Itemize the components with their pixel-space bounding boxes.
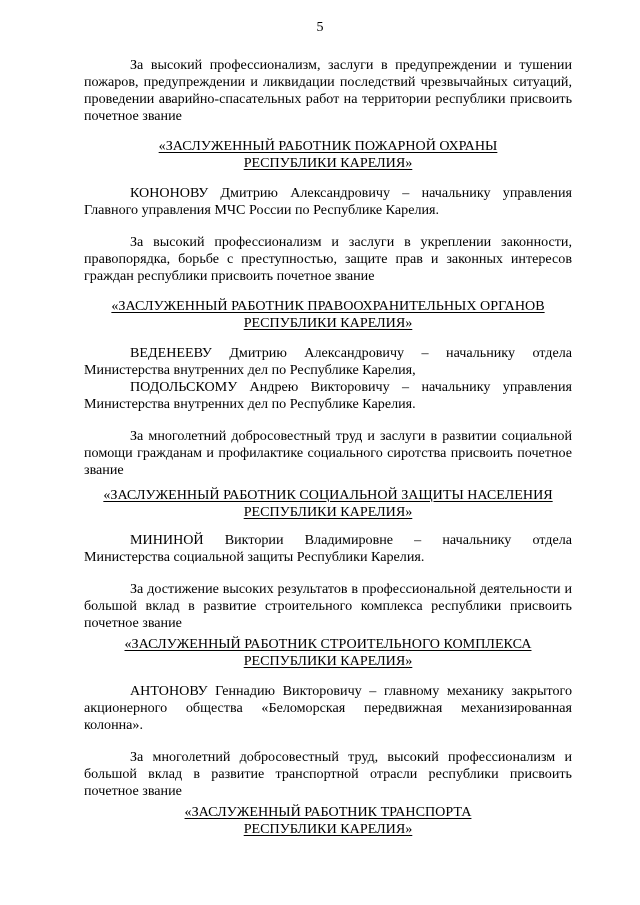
award-title-law-enforcement-line2: РЕСПУБЛИКИ КАРЕЛИЯ» — [243, 315, 413, 331]
award-title-construction-line1: «ЗАСЛУЖЕННЫЙ РАБОТНИК СТРОИТЕЛЬНОГО КОМПЛЕКСА — [124, 636, 532, 652]
award-reason-transport: За многолетний добросовестный труд, высокий профессионализм и большой вклад в развитие транспортной отрасли республики присвоить почетное звание — [84, 749, 572, 799]
award-title-law-enforcement-line1: «ЗАСЛУЖЕННЫЙ РАБОТНИК ПРАВООХРАНИТЕЛЬНЫХ ОРГАНОВ — [111, 298, 545, 314]
awardee-podolsky: ПОДОЛЬСКОМУ Андрею Викторовичу – начальнику управления Министерства внутренних дел по Республике Карелия. — [84, 379, 572, 412]
award-reason-law-enforcement: За высокий профессионализм и заслуги в укреплении законности, правопорядка, борьбе с преступностью, защите прав и законных интересов граждан республики присвоить почетное звание — [84, 234, 572, 284]
award-title-transport-line1: «ЗАСЛУЖЕННЫЙ РАБОТНИК ТРАНСПОРТА — [184, 804, 472, 820]
award-reason-construction: За достижение высоких результатов в профессиональной деятельности и большой вклад в развитие строительного комплекса республики присвоить почетное звание — [84, 581, 572, 631]
award-title-social-protection-line1: «ЗАСЛУЖЕННЫЙ РАБОТНИК СОЦИАЛЬНОЙ ЗАЩИТЫ НАСЕЛЕНИЯ — [103, 487, 553, 503]
document-body — [84, 57, 572, 838]
awardee-kononov: КОНОНОВУ Дмитрию Александровичу – начальнику управления Главного управления МЧС России по Республике Карелия. — [84, 185, 572, 218]
awardee-vedeneev: ВЕДЕНЕЕВУ Дмитрию Александровичу – начальнику отдела Министерства внутренних дел по Республике Карелия, — [84, 345, 572, 378]
award-title-fire-service-line2: РЕСПУБЛИКИ КАРЕЛИЯ» — [243, 155, 413, 171]
award-title-social-protection-line2: РЕСПУБЛИКИ КАРЕЛИЯ» — [243, 504, 413, 520]
award-title-fire-service-line1: «ЗАСЛУЖЕННЫЙ РАБОТНИК ПОЖАРНОЙ ОХРАНЫ — [158, 138, 498, 154]
award-reason-social-protection: За многолетний добросовестный труд и заслуги в развитии социальной помощи гражданам и профилактике социального сиротства присвоить почетное звание — [84, 428, 572, 478]
awardee-minina: МИНИНОЙ Виктории Владимировне – начальнику отдела Министерства социальной защиты Республики Карелия. — [84, 532, 572, 565]
award-title-transport-line2: РЕСПУБЛИКИ КАРЕЛИЯ» — [243, 821, 413, 837]
page-number: 5 — [316, 20, 324, 35]
award-reason-fire-service: За высокий профессионализм, заслуги в предупреждении и тушении пожаров, предупреждении и ликвидации последствий чрезвычайных ситуаций, проведении аварийно-спасательных работ на территории республики присвоить почетное звание — [84, 57, 572, 124]
awardee-antonov: АНТОНОВУ Геннадию Викторовичу – главному механику закрытого акционерного общества «Беломорская передвижная механизированная колонна». — [84, 683, 572, 733]
award-title-construction-line2: РЕСПУБЛИКИ КАРЕЛИЯ» — [243, 653, 413, 669]
